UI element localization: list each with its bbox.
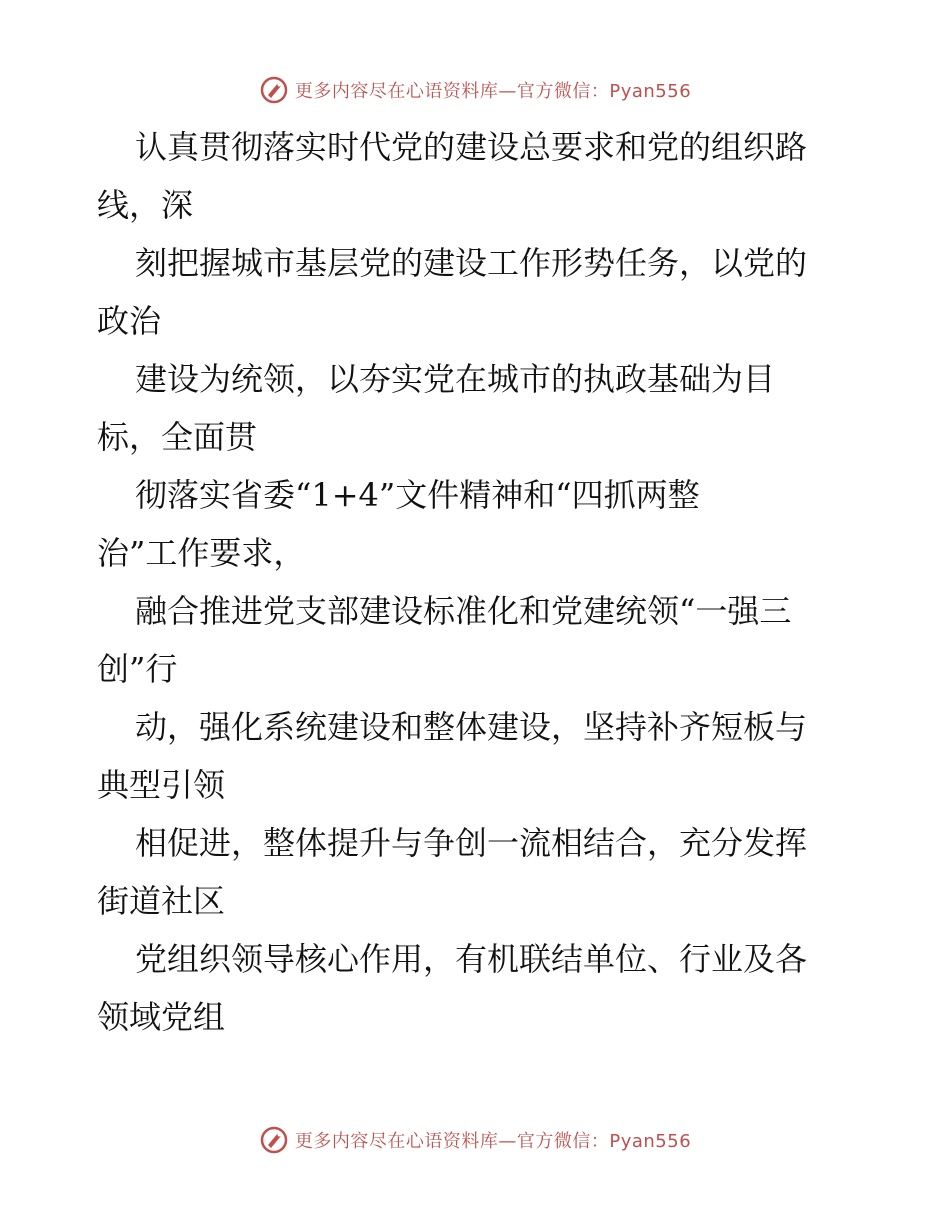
brand-logo-icon <box>259 1125 289 1155</box>
brand-logo-icon <box>259 75 289 105</box>
paragraph-line: 街道社区 <box>97 882 226 920</box>
paragraph-line: 党组织领导核心作用，有机联结单位、行业及各 <box>135 940 808 978</box>
paragraph-line: 动，强化系统建设和整体建设，坚持补齐短板与 <box>135 708 808 746</box>
header-banner-text: 更多内容尽在心语资料库—官方微信：Pyan556 <box>294 81 692 102</box>
paragraph-line: 标，全面贯 <box>97 418 258 456</box>
paragraph-line: 政治 <box>97 302 162 340</box>
footer-banner <box>0 1120 950 1160</box>
footer-banner-text: 更多内容尽在心语资料库—官方微信：Pyan556 <box>294 1131 692 1152</box>
paragraph-line: 领域党组 <box>97 998 226 1036</box>
paragraph-line: 治”工作要求， <box>97 534 306 572</box>
paragraph-line: 建设为统领，以夯实党在城市的执政基础为目 <box>135 360 776 398</box>
document-body <box>97 118 877 1046</box>
paragraph-line: 线，深 <box>97 186 194 224</box>
header-banner <box>0 70 950 110</box>
paragraph-line: 相促进，整体提升与争创一流相结合，充分发挥 <box>135 824 808 862</box>
paragraph-line: 典型引领 <box>97 766 226 804</box>
paragraph-line: 刻把握城市基层党的建设工作形势任务，以党的 <box>135 244 808 282</box>
paragraph-line: 创”行 <box>97 650 178 688</box>
paragraph-line: 认真贯彻落实时代党的建设总要求和党的组织路 <box>135 128 808 166</box>
paragraph-line: 彻落实省委“1+4”文件精神和“四抓两整 <box>135 476 700 514</box>
paragraph-line: 融合推进党支部建设标准化和党建统领“一强三 <box>135 592 792 630</box>
